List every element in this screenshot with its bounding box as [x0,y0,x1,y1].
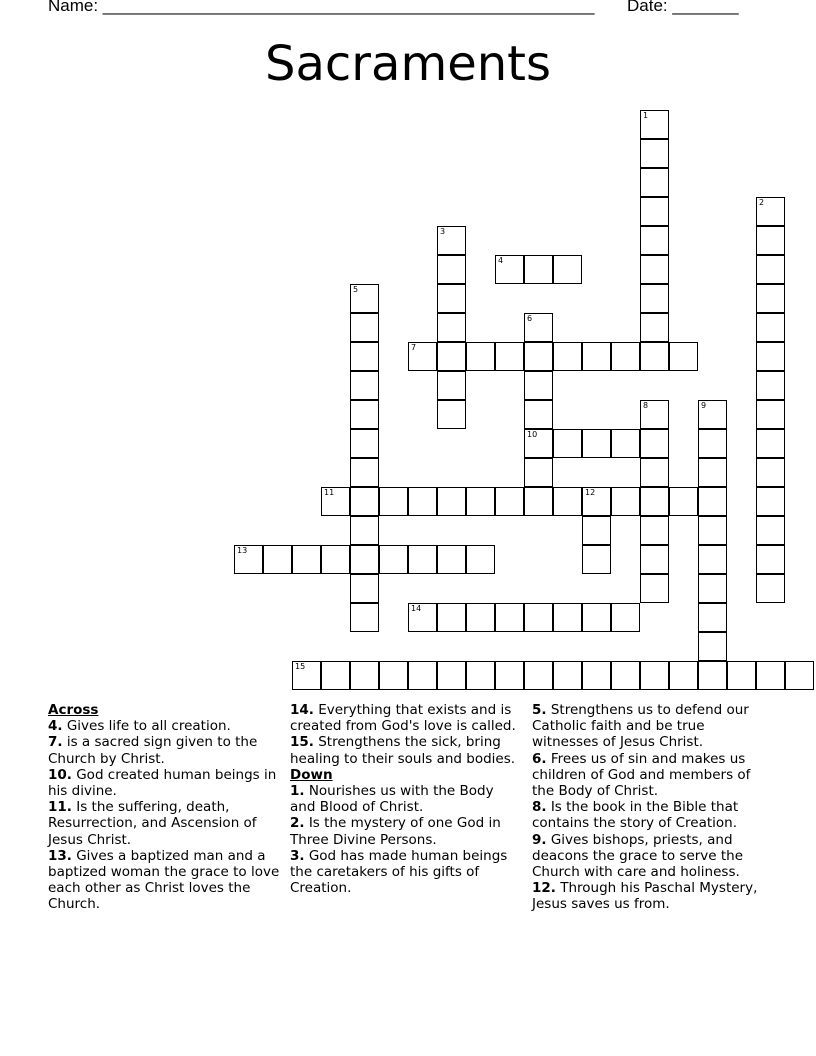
grid-cell[interactable] [640,168,669,197]
clue-down-2: 2. Is the mystery of one God in Three Divine Persons. [290,815,501,848]
grid-cell[interactable] [582,545,611,574]
clue-down-12: 12. Through his Paschal Mystery, Jesus saves us from. [532,880,758,913]
clue-number: 8 [643,401,649,410]
grid-cell[interactable] [350,661,379,690]
grid-cell[interactable] [553,487,582,516]
clue-across-4: 4. Gives life to all creation. [48,718,231,735]
grid-cell[interactable] [698,429,727,458]
clue-number: 6 [527,314,533,323]
clue-down-9: 9. Gives bishops, priests, and deacons the grace to serve the Church with care and holiness. [532,831,744,881]
grid-cell[interactable] [553,342,582,371]
grid-cell[interactable] [640,545,669,574]
grid-cell[interactable] [756,574,785,603]
grid-cell[interactable] [611,429,640,458]
grid-cell[interactable] [379,661,408,690]
grid-cell[interactable] [321,661,350,690]
grid-cell[interactable] [437,313,466,342]
grid-cell[interactable] [611,603,640,632]
clue-number: 10 [527,430,538,439]
clue-across-15: 15. Strengthens the sick, bring healing to their souls and bodies. [290,734,516,767]
grid-cell[interactable] [640,400,669,429]
grid-cell[interactable] [756,516,785,545]
grid-cell[interactable] [437,400,466,429]
grid-cell[interactable] [698,458,727,487]
clue-number: 3 [440,227,446,236]
grid-cell[interactable] [756,545,785,574]
grid-cell[interactable] [292,661,321,690]
grid-cell[interactable] [495,487,524,516]
grid-cell[interactable] [321,487,350,516]
grid-cell[interactable] [640,139,669,168]
clue-column-3 [532,702,768,913]
grid-cell[interactable] [669,487,698,516]
grid-cell[interactable] [640,487,669,516]
grid-cell[interactable] [640,110,669,139]
grid-cell[interactable] [524,603,553,632]
grid-cell[interactable] [582,487,611,516]
grid-cell[interactable] [582,661,611,690]
clue-across-10: 10. God created human beings in his divine. [48,766,277,800]
grid-cell[interactable] [350,574,379,603]
clue-across-13: 13. Gives a baptized man and a baptized woman the grace to love each other as Christ loves the Church. [48,847,280,913]
grid-cell[interactable] [524,400,553,429]
grid-cell[interactable] [640,197,669,226]
clue-number: 2 [759,198,765,207]
grid-cell[interactable] [640,226,669,255]
grid-cell[interactable] [756,400,785,429]
clue-down-8: 8. Is the book in the Bible that contains the story of Creation. [532,799,739,832]
grid-cell[interactable] [698,400,727,429]
grid-cell[interactable] [640,255,669,284]
grid-cell[interactable] [437,487,466,516]
clue-number: 1 [643,111,649,120]
grid-cell[interactable] [756,661,785,690]
grid-cell[interactable] [408,603,437,632]
grid-cell[interactable] [437,661,466,690]
grid-cell[interactable] [582,603,611,632]
grid-cell[interactable] [408,545,437,574]
grid-cell[interactable] [379,487,408,516]
grid-cell[interactable] [350,603,379,632]
grid-cell[interactable] [727,661,756,690]
clue-column-2 [290,702,522,896]
grid-cell[interactable] [553,661,582,690]
grid-cell[interactable] [350,516,379,545]
grid-cell[interactable] [640,574,669,603]
grid-cell[interactable] [495,661,524,690]
grid-cell[interactable] [437,603,466,632]
grid-cell[interactable] [640,313,669,342]
grid-cell[interactable] [640,429,669,458]
grid-cell[interactable] [437,255,466,284]
clue-number: 12 [585,488,596,497]
grid-cell[interactable] [495,603,524,632]
grid-cell[interactable] [408,342,437,371]
grid-cell[interactable] [698,487,727,516]
clue-number: 7 [411,343,417,352]
grid-cell[interactable] [321,545,350,574]
grid-cell[interactable] [553,429,582,458]
grid-cell[interactable] [495,255,524,284]
grid-cell[interactable] [640,342,669,371]
grid-cell[interactable] [698,545,727,574]
grid-cell[interactable] [524,313,553,342]
grid-cell[interactable] [350,313,379,342]
grid-cell[interactable] [756,284,785,313]
grid-cell[interactable] [234,545,263,574]
grid-cell[interactable] [408,487,437,516]
grid-cell[interactable] [698,632,727,661]
grid-cell[interactable] [350,487,379,516]
grid-cell[interactable] [350,429,379,458]
grid-cell[interactable] [524,487,553,516]
grid-cell[interactable] [640,516,669,545]
grid-cell[interactable] [582,429,611,458]
grid-cell[interactable] [437,371,466,400]
across-heading: Across [48,702,99,718]
grid-cell[interactable] [466,603,495,632]
grid-cell[interactable] [756,197,785,226]
grid-cell[interactable] [524,255,553,284]
page-title: Sacraments [265,36,551,92]
grid-cell[interactable] [640,284,669,313]
grid-cell[interactable] [350,342,379,371]
clue-number: 11 [324,488,335,497]
grid-cell[interactable] [553,255,582,284]
grid-cell[interactable] [437,226,466,255]
grid-cell[interactable] [582,516,611,545]
grid-cell[interactable] [698,661,727,690]
grid-cell[interactable] [756,458,785,487]
grid-cell[interactable] [263,545,292,574]
grid-cell[interactable] [785,661,814,690]
clue-across-14: 14. Everything that exists and is created from God's love is called. [290,702,516,735]
clue-down-3: 3. God has made human beings the caretakers of his gifts of Creation. [290,847,508,897]
date-field[interactable]: Date: _______ [627,0,739,15]
grid-cell[interactable] [292,545,321,574]
grid-cell[interactable] [756,429,785,458]
clue-number: 13 [237,546,248,555]
grid-cell[interactable] [698,603,727,632]
grid-cell[interactable] [669,342,698,371]
clue-column-1 [48,702,280,913]
grid-cell[interactable] [553,603,582,632]
down-heading: Down [290,766,333,783]
name-field[interactable]: Name: ____________________________________________________ [48,0,595,15]
grid-cell[interactable] [640,661,669,690]
grid-cell[interactable] [756,342,785,371]
grid-cell[interactable] [524,429,553,458]
grid-cell[interactable] [495,342,524,371]
grid-cell[interactable] [640,458,669,487]
grid-cell[interactable] [350,400,379,429]
grid-cell[interactable] [756,313,785,342]
clue-across-7: 7. is a sacred sign given to the Church by Christ. [48,734,258,767]
grid-cell[interactable] [466,661,495,690]
clue-down-5: 5. Strengthens us to defend our Catholic faith and be true witnesses of Jesus Christ. [532,702,749,751]
grid-cell[interactable] [350,371,379,400]
grid-cell[interactable] [437,284,466,313]
clue-across-11: 11. Is the suffering, death, Resurrection, and Ascension of Jesus Christ. [48,799,257,848]
grid-cell[interactable] [524,342,553,371]
grid-cell[interactable] [466,342,495,371]
clue-number: 5 [353,285,359,294]
grid-cell[interactable] [756,487,785,516]
clue-down-1: 1. Nourishes us with the Body and Blood of Christ. [290,783,494,816]
grid-cell[interactable] [611,342,640,371]
grid-cell[interactable] [756,371,785,400]
grid-cell[interactable] [466,545,495,574]
clue-down-6: 6. Frees us of sin and makes us children of God and members of the Body of Christ. [532,750,751,800]
grid-cell[interactable] [698,574,727,603]
grid-cell[interactable] [524,371,553,400]
grid-cell[interactable] [437,342,466,371]
grid-cell[interactable] [611,487,640,516]
grid-cell[interactable] [582,342,611,371]
clue-number: 9 [701,401,707,410]
grid-cell[interactable] [437,545,466,574]
grid-cell[interactable] [350,284,379,313]
grid-cell[interactable] [611,661,640,690]
grid-cell[interactable] [524,661,553,690]
grid-cell[interactable] [698,516,727,545]
grid-cell[interactable] [350,545,379,574]
grid-cell[interactable] [379,545,408,574]
grid-cell[interactable] [466,487,495,516]
grid-cell[interactable] [669,661,698,690]
grid-cell[interactable] [756,255,785,284]
grid-cell[interactable] [350,458,379,487]
clue-number: 4 [498,256,504,265]
clue-number: 14 [411,604,422,613]
grid-cell[interactable] [524,458,553,487]
grid-cell[interactable] [408,661,437,690]
grid-cell[interactable] [756,226,785,255]
clue-number: 15 [295,662,306,671]
